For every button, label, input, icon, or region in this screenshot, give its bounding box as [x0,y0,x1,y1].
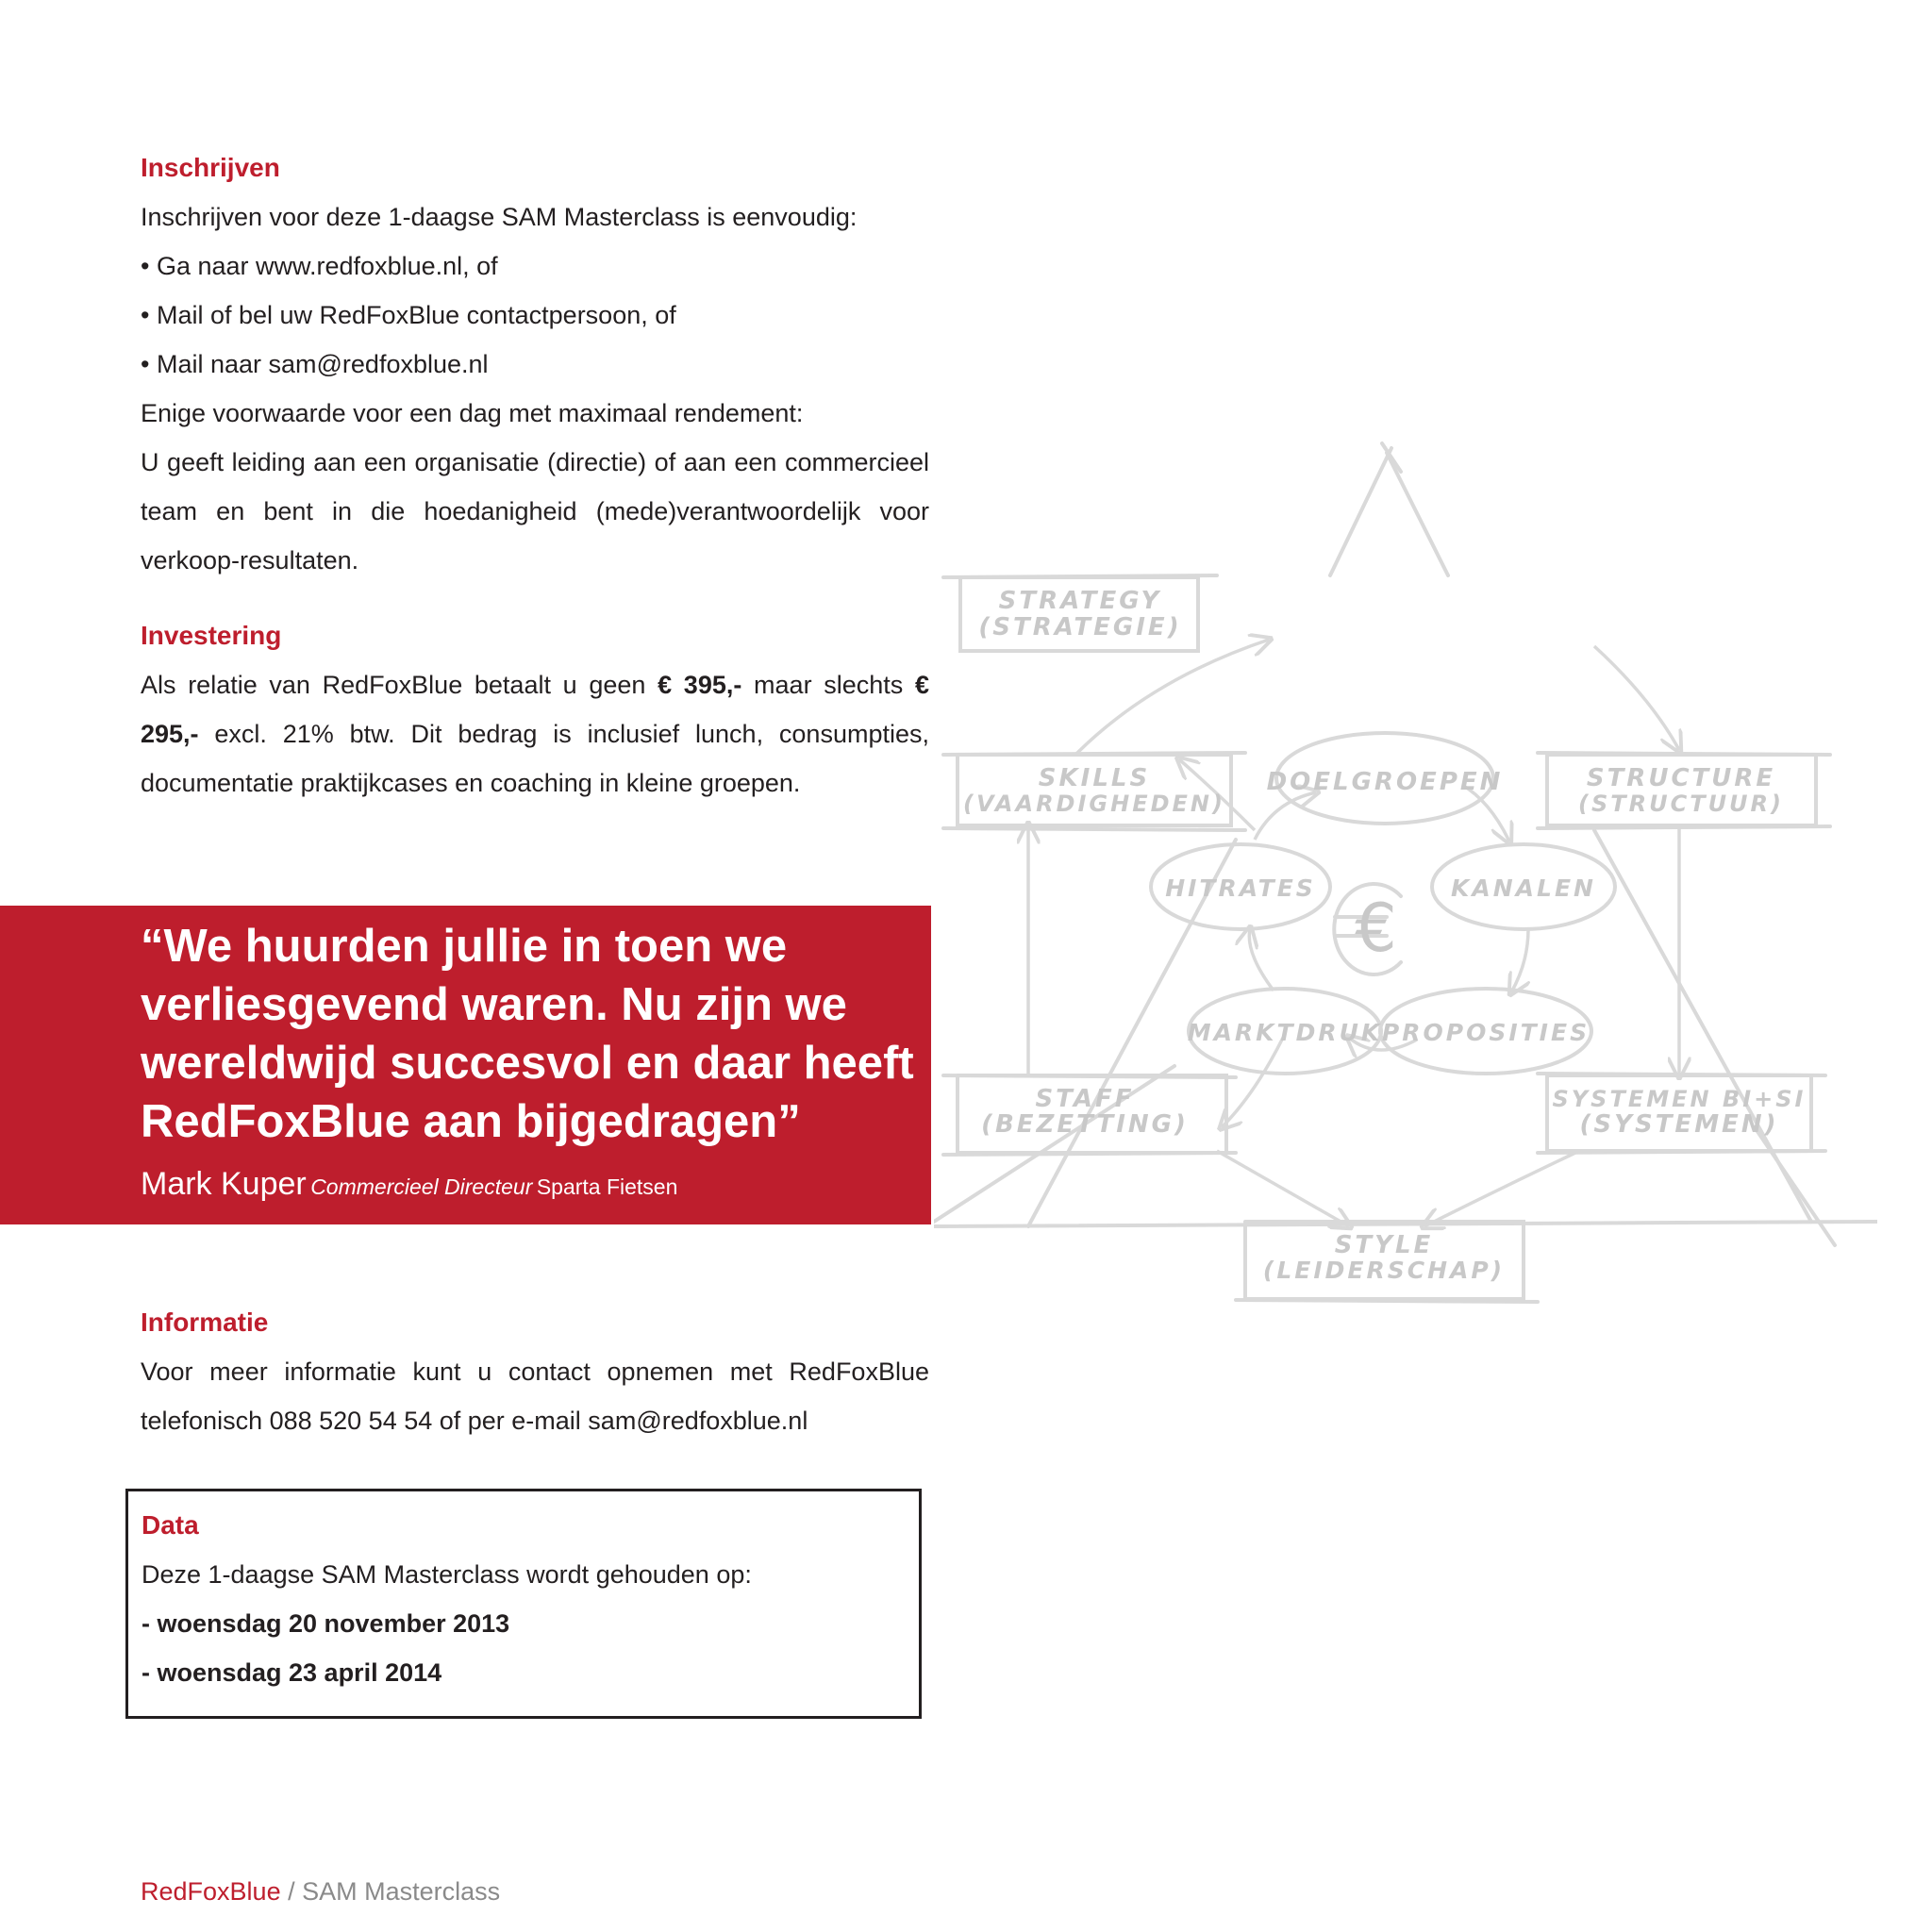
section-informatie [141,1298,929,1445]
diagram-lines [934,443,1877,1302]
quote-band [0,906,931,1224]
inschrijven-intro: Inschrijven voor deze 1-daagse SAM Masterclass is eenvoudig: [141,203,858,231]
label-strategie: (STRATEGIE) [978,613,1182,641]
inschrijven-heading: Inschrijven [141,153,280,182]
bullet-mail: • Mail naar sam@redfoxblue.nl [141,350,489,378]
label-style: STYLE [1334,1231,1434,1259]
quote-attribution [141,1166,677,1203]
sketch-7s-diagram [934,434,1877,1330]
label-vaardigheden: (VAARDIGHEDEN) [963,791,1225,817]
price-discount: € 295,- [141,671,929,748]
footer-title: SAM Masterclass [302,1877,501,1906]
quote-author-company: Sparta Fietsen [536,1174,678,1199]
bullet-contactpersoon: • Mail of bel uw RedFoxBlue contactpersoon, of [141,301,676,329]
informatie-text: Voor meer informatie kunt u contact opnemen met RedFoxBlue telefonisch 088 520 54 54 of per e-mail sam@redfoxblue.nl [141,1357,929,1435]
informatie-heading: Informatie [141,1307,269,1337]
price-regular: € 395,- [658,671,742,699]
label-marktdruk: MARKTDRUK [1187,1019,1383,1046]
footer [141,1877,500,1907]
label-leiderschap: (LEIDERSCHAP) [1262,1257,1506,1284]
label-bezetting: (BEZETTING) [981,1110,1189,1139]
condition-intro: Enige voorwaarde voor een dag met maximaal rendement: [141,399,804,427]
quote-text: “We huurden jullie in toen we verliesgevend waren. Nu zijn we wereldwijd succesvol en daar heeft RedFoxBlue aan bijgedragen” [141,921,914,1147]
investering-text-after: excl. 21% btw. Dit bedrag is inclusief lunch, consumpties, documentatie praktijkcases en coaching in kleine groepen. [141,720,929,797]
euro-icon: € [1355,890,1400,967]
section-inschrijven [141,143,929,585]
label-structure: STRUCTURE [1586,764,1776,792]
data-date-1: - woensdag 20 november 2013 [142,1609,510,1638]
label-hitrates: HITRATES [1165,874,1316,902]
data-date-2: - woensdag 23 april 2014 [142,1658,442,1687]
label-structuur: (STRUCTUUR) [1577,791,1785,817]
label-skills: SKILLS [1038,764,1151,792]
label-kanalen: KANALEN [1451,874,1596,902]
label-doelgroepen: DOELGROEPEN [1266,768,1504,796]
bullet-website: • Ga naar www.redfoxblue.nl, of [141,252,498,280]
label-systemen-bisi: SYSTEMEN BI+SI [1552,1086,1807,1112]
data-box [125,1489,922,1719]
label-proposities: PROPOSITIES [1381,1019,1591,1046]
label-systemen: (SYSTEMEN) [1579,1110,1779,1139]
investering-text-before: Als relatie van RedFoxBlue betaalt u geen [141,671,658,699]
data-heading: Data [142,1510,199,1540]
investering-heading: Investering [141,621,282,650]
quote-author-role: Commercieel Directeur [310,1174,533,1199]
section-investering [141,611,929,808]
data-intro: Deze 1-daagse SAM Masterclass wordt gehouden op: [142,1560,752,1589]
investering-text-middle: maar slechts [741,671,915,699]
quote-author-name: Mark Kuper [141,1166,307,1202]
footer-brand: RedFoxBlue [141,1877,281,1906]
footer-separator: / [280,1877,303,1906]
investering-text [141,660,929,808]
label-strategy: STRATEGY [998,587,1162,615]
condition-text: U geeft leiding aan een organisatie (directie) of aan een commercieel team en bent in die hoedanigheid (mede)verantwoordelijk voor verkoop-resultaten. [141,448,929,575]
label-staff: STAFF [1035,1085,1135,1113]
